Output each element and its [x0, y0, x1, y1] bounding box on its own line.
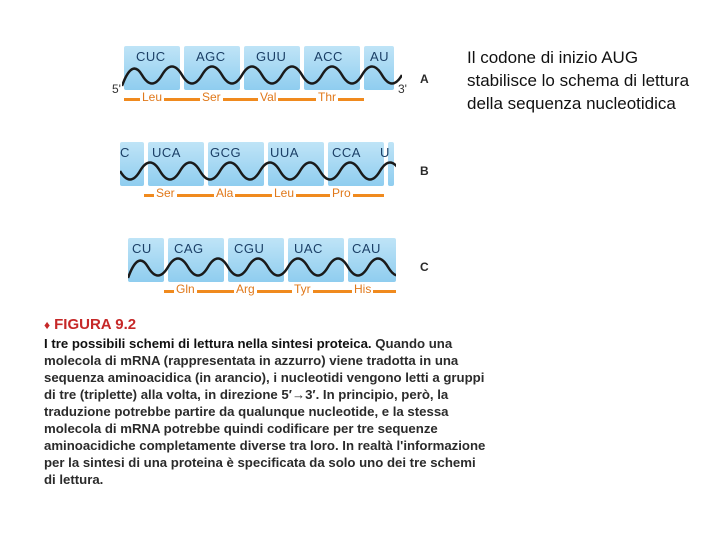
- caption-lead: I tre possibili schemi di lettura nella sintesi proteica.: [44, 336, 372, 351]
- codon-label: CUC: [136, 49, 166, 64]
- codon-label: U: [380, 145, 390, 160]
- codon-label: AGC: [196, 49, 226, 64]
- amino-acid-label: Pro: [332, 186, 351, 200]
- figure-label-line: [44, 316, 489, 334]
- reading-frame-row-c: [108, 238, 438, 310]
- reading-frames-figure: [108, 40, 438, 302]
- mrna-wave: [122, 58, 402, 92]
- codon-label: CAU: [352, 241, 381, 256]
- amino-acid-label: Leu: [274, 186, 295, 200]
- codon-label: GCG: [210, 145, 242, 160]
- mrna-wave: [120, 154, 396, 188]
- codon-label: CAG: [174, 241, 204, 256]
- amino-acid-label: Ser: [202, 90, 221, 104]
- row-letter: C: [420, 260, 429, 274]
- amino-acid-label: Tyr: [294, 282, 311, 296]
- codon-label: CGU: [234, 241, 265, 256]
- codon-label: CCA: [332, 145, 361, 160]
- amino-acid-label: Ala: [216, 186, 234, 200]
- amino-acid-label: Thr: [318, 90, 336, 104]
- codon-label: C: [120, 145, 130, 160]
- row-letter: B: [420, 164, 429, 178]
- amino-acid-label: Arg: [236, 282, 255, 296]
- three-prime-label: 3': [398, 82, 407, 96]
- codon-label: UAC: [294, 241, 323, 256]
- codon-label: ACC: [314, 49, 343, 64]
- caption-body: Quando una molecola di mRNA (rappresentata in azzurro) viene tradotta in una sequenza aminoacidica (in arancio), i nucleotidi vengono letti a gruppi di tre (triplette) alla volta, in direzione 5′→3′. In principio, però, la traduzione potrebbe partire da qualunque nucleotide, e la stessa molecola di mRNA potrebbe quindi codificare per tre sequenze aminoacidiche completamente diverse tra loro. In realtà l'informazione per la sintesi di una proteina è specificata da solo uno dei tre schemi di lettura.: [44, 336, 486, 487]
- codon-label: UUA: [270, 145, 299, 160]
- reading-frame-row-b: [108, 142, 438, 214]
- bullet-icon: ♦: [44, 318, 51, 332]
- amino-acid-label: Gln: [176, 282, 195, 296]
- codon-label: CU: [132, 241, 152, 256]
- codon-label: GUU: [256, 49, 287, 64]
- figure-caption: [44, 316, 489, 488]
- codon-label: UCA: [152, 145, 181, 160]
- side-note: Il codone di inizio AUG stabilisce lo schema di lettura della sequenza nucleotidica: [467, 48, 690, 113]
- five-prime-label: 5': [112, 82, 121, 96]
- figure-label: FIGURA 9.2: [54, 316, 137, 333]
- amino-acid-label: His: [354, 282, 372, 296]
- mrna-wave: [128, 250, 396, 284]
- amino-acid-label: Ser: [156, 186, 175, 200]
- reading-frame-row-a: [108, 46, 438, 118]
- amino-acid-label: Leu: [142, 90, 163, 104]
- amino-acid-label: Val: [260, 90, 277, 104]
- row-letter: A: [420, 72, 429, 86]
- codon-label: AU: [370, 49, 390, 64]
